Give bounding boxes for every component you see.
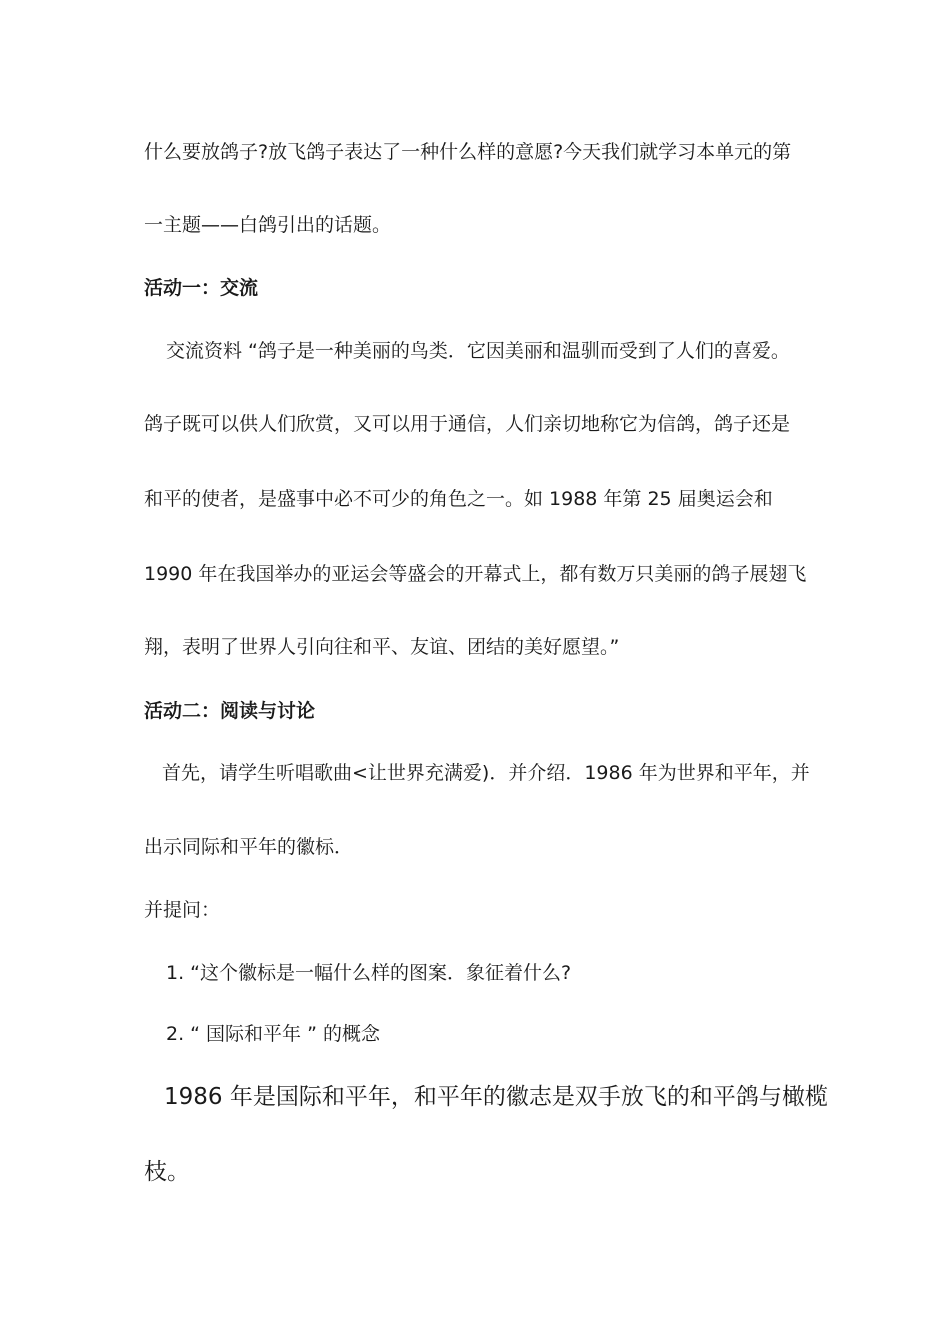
paragraph-line: 翔，表明了世界人引向往和平、友谊、团结的美好愿望。” [144, 636, 620, 658]
list-item: 1. “这个徽标是一幅什么样的图案．象征着什么? [166, 962, 572, 984]
paragraph-line: 并提问： [144, 899, 221, 921]
paragraph-line: 枝。 [144, 1159, 190, 1185]
paragraph-line: 首先，请学生听唱歌曲<让世界充满爱)．并介绍．1986 年为世界和平年，并 [162, 762, 810, 784]
section-heading-activity-1: 活动一：交流 [144, 277, 259, 299]
paragraph-line: 1990 年在我国举办的亚运会等盛会的开幕式上，都有数万只美丽的鸽子展翅飞 [144, 563, 807, 585]
paragraph-line: 一主题——白鸽引出的话题。 [144, 214, 392, 236]
paragraph-line: 什么要放鸽子?放飞鸽子表达了一种什么样的意愿?今天我们就学习本单元的第 [144, 141, 792, 163]
paragraph-line: 1986 年是国际和平年，和平年的徽志是双手放飞的和平鸽与橄榄 [164, 1084, 828, 1110]
list-item: 2. “ 国际和平年 ” 的概念 [166, 1023, 380, 1045]
paragraph-line: 和平的使者，是盛事中必不可少的角色之一。如 1988 年第 25 届奥运会和 [144, 488, 773, 510]
paragraph-line: 鸽子既可以供人们欣赏，又可以用于通信，人们亲切地称它为信鸽，鸽子还是 [144, 413, 791, 435]
paragraph-line: 交流资料 “鸽子是一种美丽的鸟类．它因美丽和温驯而受到了人们的喜爱。 [166, 340, 790, 362]
section-heading-activity-2: 活动二：阅读与讨论 [144, 700, 316, 722]
paragraph-line: 出示同际和平年的徽标． [144, 836, 354, 858]
